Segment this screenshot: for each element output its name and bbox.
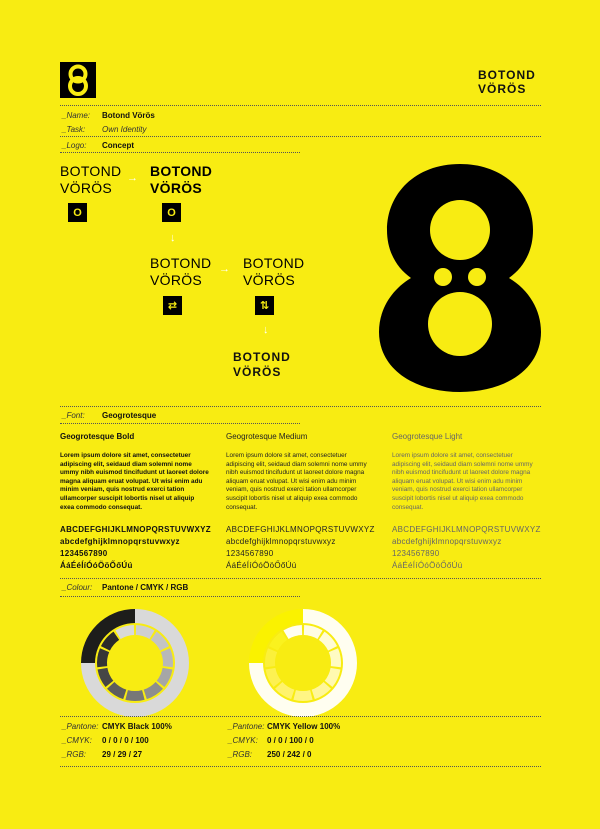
font-sample-upper: ABCDEFGHIJKLMNOPQRSTUVWXYZ: [60, 525, 211, 534]
concept-step-3-glyph: ⇄: [163, 296, 182, 315]
concept-step-1-line2: VÖRÖS: [60, 180, 113, 196]
wheel-tint-segment: [115, 625, 134, 639]
font-sample-lower: abcdefghijklmnopqrstuvwxyz: [226, 537, 336, 546]
pantone-value: CMYK Yellow 100%: [267, 722, 341, 731]
font-column-title: Geogrotesque Medium: [226, 432, 308, 441]
header-wordmark-line1: BOTOND: [478, 68, 536, 82]
logo-label: _Logo:: [62, 141, 87, 150]
concept-step-3-line1: BOTOND: [150, 255, 212, 271]
arrow-right-icon: →: [127, 172, 138, 184]
concept-step-4-line1: BOTOND: [243, 255, 305, 271]
concept-final-line1: BOTOND: [233, 350, 291, 364]
colour-wheel-black: [80, 608, 190, 718]
logo-mark-icon: [60, 62, 96, 98]
pantone-label: _Pantone:: [62, 722, 99, 731]
big-logo-icon: [375, 160, 545, 396]
font-sample-lower: abcdefghijklmnopqrstuvwxyz: [60, 537, 180, 546]
arrow-down-icon: ↓: [170, 232, 176, 244]
rgb-value: 250 / 242 / 0: [267, 750, 312, 759]
font-sample-digits: 1234567890: [60, 549, 108, 558]
pantone-label: _Pantone:: [228, 722, 265, 731]
font-column-title: Geogrotesque Light: [392, 432, 463, 441]
wheel-tint-segment: [329, 648, 341, 667]
colour-value: Pantone / CMYK / RGB: [102, 583, 189, 592]
arrow-right-icon: →: [219, 263, 230, 275]
header-wordmark-line2: VÖRÖS: [478, 82, 527, 96]
font-sample-digits: 1234567890: [392, 549, 440, 558]
colour-wheel-yellow: [248, 608, 358, 718]
concept-step-2-line1: BOTOND: [150, 163, 213, 179]
colour-label: _Colour:: [62, 583, 93, 592]
font-sample-accents: ÁáÉéÍíÓóÖöŐőÚú: [226, 561, 297, 570]
font-sample-accents: ÁáÉéÍíÓóÖöŐőÚú: [392, 561, 463, 570]
concept-step-1-line1: BOTOND: [60, 163, 122, 179]
logo-value: Concept: [102, 141, 134, 150]
font-sample-paragraph: Lorem ipsum dolore sit amet, consectetuer adipiscing elit, seidaud diam solemni nome ummy nibh euismod tincifudunt ut laoreet dolore magna aliquam eruat volupat. Ut wisi enim adu minim veniam, quis nostrud exerci tation ullamcorper suscipit lobortis nisel ut aliquip exea commodo consequat.: [226, 452, 367, 511]
rgb-label: _RGB:: [228, 750, 253, 759]
font-column-title: Geogrotesque Bold: [60, 432, 135, 441]
task-value: Own Identity: [102, 125, 147, 134]
concept-step-2-line2: VÖRÖS: [150, 180, 203, 196]
font-label: _Font:: [62, 411, 85, 420]
task-label: _Task:: [62, 125, 86, 134]
font-value: Geogrotesque: [102, 411, 157, 420]
font-sample-digits: 1234567890: [226, 549, 274, 558]
wheel-tint-segment: [304, 625, 323, 639]
rgb-label: _RGB:: [62, 750, 87, 759]
cmyk-value: 0 / 0 / 100 / 0: [267, 736, 314, 745]
pantone-value: CMYK Black 100%: [102, 722, 172, 731]
wheel-tint-segment: [293, 690, 312, 701]
wheel-tint-segment: [97, 648, 109, 667]
cmyk-label: _CMYK:: [228, 736, 258, 745]
font-sample-paragraph: Lorem ipsum dolore sit amet, consectetuer adipiscing elit, seidaud diam solemni nome ummy nibh euismod tincifudunt ut laoreet dolore magna aliquam eruat volupat. Ut wisi enim adu minim veniam, quis nostrud exerci tation ullamcorper suscipit lobortis nisel ut aliquip exea commodo consequat.: [392, 452, 533, 511]
font-sample-accents: ÁáÉéÍíÓóÖöŐőÚú: [60, 561, 133, 570]
wheel-tint-segment: [125, 690, 144, 701]
font-sample-upper: ABCDEFGHIJKLMNOPQRSTUVWXYZ: [226, 525, 375, 534]
font-sample-paragraph: Lorem ipsum dolore sit amet, consectetuer adipiscing elit, seidaud diam solemni nome ummy nibh euismod tincifudunt ut laoreet dolore magna aliquam eruat volupat. Ut wisi enim adu minim veniam, quis nostrud exerci tation ullamcorper suscipit lobortis nisel ut aliquip exea commodo consequat.: [60, 452, 209, 511]
concept-final-line2: VÖRÖS: [233, 365, 282, 379]
name-label: _Name:: [62, 111, 91, 120]
header-wordmark: [474, 66, 544, 100]
font-sample-upper: ABCDEFGHIJKLMNOPQRSTUVWXYZ: [392, 525, 541, 534]
arrow-down-icon: ↓: [263, 324, 269, 336]
cmyk-value: 0 / 0 / 0 / 100: [102, 736, 149, 745]
wheel-tint-segment: [283, 625, 302, 639]
concept-step-4-glyph: ⇅: [255, 296, 274, 315]
name-value: Botond Vörös: [102, 111, 155, 120]
font-sample-lower: abcdefghijklmnopqrstuvwxyz: [392, 537, 502, 546]
concept-step-2-glyph: O: [162, 203, 181, 222]
concept-step-1-glyph: O: [68, 203, 87, 222]
rgb-value: 29 / 29 / 27: [102, 750, 143, 759]
wheel-tint-segment: [265, 648, 277, 667]
concept-step-3-line2: VÖRÖS: [150, 272, 203, 288]
wheel-tint-segment: [161, 648, 173, 667]
concept-step-4-line2: VÖRÖS: [243, 272, 296, 288]
cmyk-label: _CMYK:: [62, 736, 92, 745]
wheel-tint-segment: [136, 625, 155, 639]
